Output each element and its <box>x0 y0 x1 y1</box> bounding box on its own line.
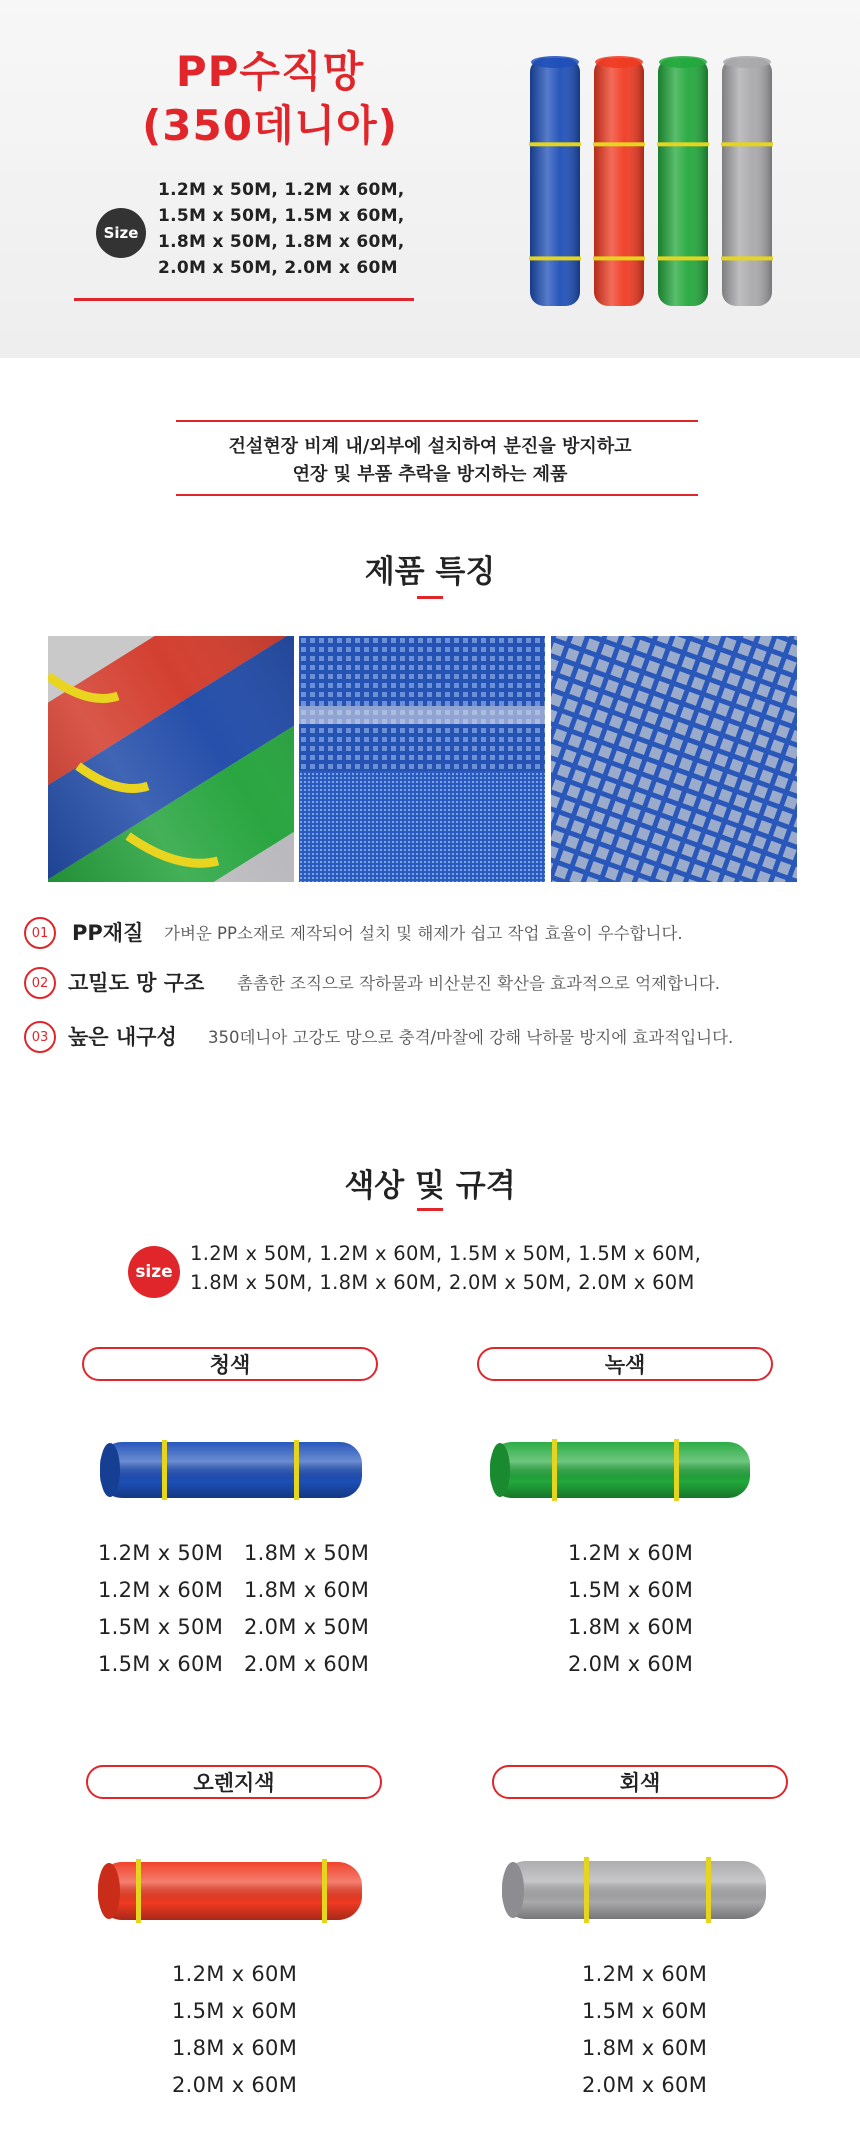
size-item: 1.2M x 60M <box>568 1541 694 1565</box>
product-title: PP수직망 <box>175 47 365 96</box>
product-photo-rolls <box>48 636 294 882</box>
standing-roll <box>657 56 709 306</box>
feature-number-badge: 02 <box>24 967 56 999</box>
roll-image-blue <box>98 1438 364 1502</box>
intro-text-line2: 연장 및 부품 추락을 방지하는 제품 <box>292 464 568 485</box>
standing-roll <box>593 56 645 306</box>
feature-description: 촘촘한 조직으로 작하물과 비산분진 확산을 효과적으로 억제합니다. <box>237 974 721 993</box>
size-item: 1.5M x 60M <box>582 1999 708 2023</box>
color-label-green: 녹색 <box>477 1347 773 1381</box>
hero-size-line: 1.8M x 50M, 1.8M x 60M, <box>158 232 405 252</box>
product-subtitle: (350데니아) <box>142 101 398 150</box>
standing-roll <box>721 56 773 306</box>
size-item: 2.0M x 60M <box>244 1652 370 1676</box>
size-item: 2.0M x 60M <box>582 2073 708 2097</box>
size-item: 1.8M x 60M <box>568 1615 694 1639</box>
size-item: 1.8M x 60M <box>244 1578 370 1602</box>
hero-divider <box>74 298 414 301</box>
features-heading: 제품 특징 <box>364 554 496 590</box>
size-item: 1.2M x 60M <box>582 1962 708 1986</box>
hero-banner <box>0 0 860 358</box>
spec-size-line: 1.8M x 50M, 1.8M x 60M, 2.0M x 50M, 2.0M x 60M <box>190 1271 695 1294</box>
hero-size-line: 2.0M x 50M, 2.0M x 60M <box>158 258 398 278</box>
color-label-orange: 오렌지색 <box>86 1765 382 1799</box>
size-item: 1.2M x 50M <box>98 1541 224 1565</box>
size-item: 1.5M x 60M <box>98 1652 224 1676</box>
size-item: 1.8M x 60M <box>172 2036 298 2060</box>
size-item: 2.0M x 60M <box>172 2073 298 2097</box>
intro-text-line1: 건설현장 비계 내/외부에 설치하여 분진을 방지하고 <box>228 436 632 457</box>
standing-roll <box>529 56 581 306</box>
roll-image-green <box>488 1436 752 1502</box>
feature-description: 가벼운 PP소재로 제작되어 설치 및 해제가 쉽고 작업 효율이 우수합니다. <box>164 924 683 943</box>
size-item: 1.2M x 60M <box>98 1578 224 1602</box>
feature-number-badge: 01 <box>24 917 56 949</box>
size-item: 1.5M x 60M <box>172 1999 298 2023</box>
color-label-gray: 회색 <box>492 1765 788 1799</box>
size-badge: Size <box>96 208 146 258</box>
hero-size-line: 1.2M x 50M, 1.2M x 60M, <box>158 180 405 200</box>
hero-size-line: 1.5M x 50M, 1.5M x 60M, <box>158 206 405 226</box>
standing-rolls-image <box>520 52 780 312</box>
intro-rule-top <box>176 420 698 422</box>
roll-image-gray <box>500 1854 768 1926</box>
spec-heading-accent <box>417 1208 443 1211</box>
product-photo-mesh-close <box>299 636 545 882</box>
size-item: 1.8M x 60M <box>582 2036 708 2060</box>
size-item: 1.8M x 50M <box>244 1541 370 1565</box>
size-item: 2.0M x 60M <box>568 1652 694 1676</box>
size-item: 1.2M x 60M <box>172 1962 298 1986</box>
feature-title: 높은 내구성 <box>68 1025 177 1049</box>
product-photo-mesh-weave <box>551 636 797 882</box>
spec-size-badge: size <box>128 1246 180 1298</box>
roll-image-orange <box>96 1856 364 1926</box>
intro-rule-bottom <box>176 494 698 496</box>
color-label-blue: 청색 <box>82 1347 378 1381</box>
spec-size-line: 1.2M x 50M, 1.2M x 60M, 1.5M x 50M, 1.5M x 60M, <box>190 1242 702 1265</box>
size-item: 1.5M x 60M <box>568 1578 694 1602</box>
size-item: 1.5M x 50M <box>98 1615 224 1639</box>
feature-description: 350데니아 고강도 망으로 충격/마찰에 강해 낙하물 방지에 효과적입니다. <box>208 1028 734 1047</box>
features-heading-accent <box>417 596 443 599</box>
feature-title: PP재질 <box>72 921 144 945</box>
feature-title: 고밀도 망 구조 <box>68 971 205 995</box>
feature-number-badge: 03 <box>24 1021 56 1053</box>
spec-heading: 색상 및 규격 <box>344 1168 516 1204</box>
size-item: 2.0M x 50M <box>244 1615 370 1639</box>
